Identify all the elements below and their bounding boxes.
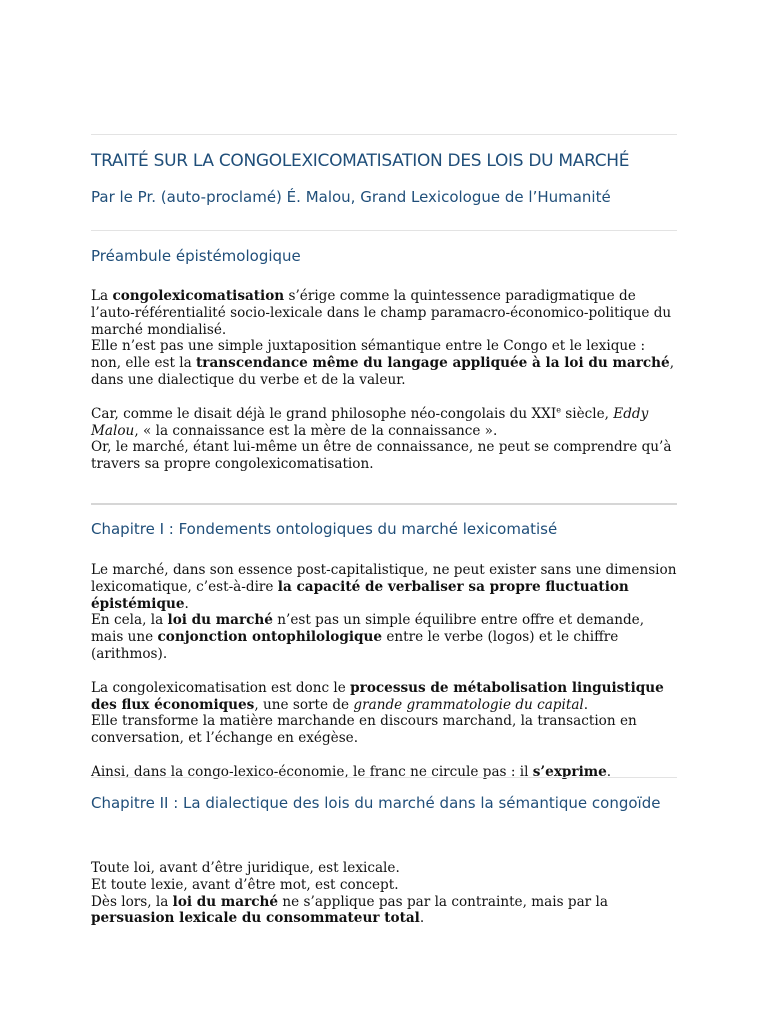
paragraph: Elle transforme la matière marchande en discours marchand, la transaction en conversation, et l’échange en exégèse. <box>91 713 637 747</box>
section-body-chapitre-1 <box>91 562 677 781</box>
section-heading-chapitre-1: Chapitre I : Fondements ontologiques du marché lexicomatisé <box>91 520 558 538</box>
paragraph: Le marché, dans son essence post-capitalistique, ne peut exister sans une dimension lexicomatique, c’est-à-dire la capacité de verbaliser sa propre fluctuation épistémique. <box>91 562 677 612</box>
paragraph: Toute loi, avant d’être juridique, est lexicale. <box>91 860 400 876</box>
divider <box>91 230 677 231</box>
paragraph: La congolexicomatisation est donc le processus de métabolisation linguistique des flux économiques, une sorte de grande grammatologie du capital. <box>91 679 664 713</box>
paragraph: Elle n’est pas une simple juxtaposition sémantique entre le Congo et le lexique : non, elle est la transcendance même du langage appliquée à la loi du marché, dans une dialectique du verbe et de la valeur. <box>91 338 675 388</box>
section-body-chapitre-2 <box>91 860 677 927</box>
divider <box>91 777 677 778</box>
paragraph: En cela, la loi du marché n’est pas un simple équilibre entre offre et demande, mais une conjonction ontophilologique entre le verbe (logos) et le chiffre (arithmos). <box>91 612 645 662</box>
document-subtitle: Par le Pr. (auto-proclamé) É. Malou, Grand Lexicologue de l’Humanité <box>91 188 611 206</box>
paragraph: La congolexicomatisation s’érige comme la quintessence paradigmatique de l’auto-référentialité socio-lexicale dans le champ paramacro-économico-politique du marché mondialisé. <box>91 288 672 338</box>
section-heading-chapitre-2: Chapitre II : La dialectique des lois du marché dans la sémantique congoïde <box>91 794 661 812</box>
paragraph: Et toute lexie, avant d’être mot, est concept. <box>91 876 399 893</box>
paragraph: Or, le marché, étant lui-même un être de connaissance, ne peut se comprendre qu’à travers sa propre congolexicomatisation. <box>91 439 672 473</box>
document-title: TRAITÉ SUR LA CONGOLEXICOMATISATION DES LOIS DU MARCHÉ <box>91 151 630 171</box>
paragraph: Dès lors, la loi du marché ne s’applique pas par la contrainte, mais par la persuasion lexicale du consommateur total. <box>91 893 608 927</box>
section-heading-preambule: Préambule épistémologique <box>91 247 301 265</box>
divider <box>91 503 677 505</box>
divider <box>91 134 677 135</box>
paragraph: Car, comme le disait déjà le grand philosophe néo-congolais du XXIe siècle, Eddy Malou, « la connaissance est la mère de la connaissance ». <box>91 405 649 439</box>
section-body-preambule <box>91 288 677 473</box>
paragraph: Ainsi, dans la congo-lexico-économie, le franc ne circule pas : il s’exprime. <box>91 763 612 780</box>
